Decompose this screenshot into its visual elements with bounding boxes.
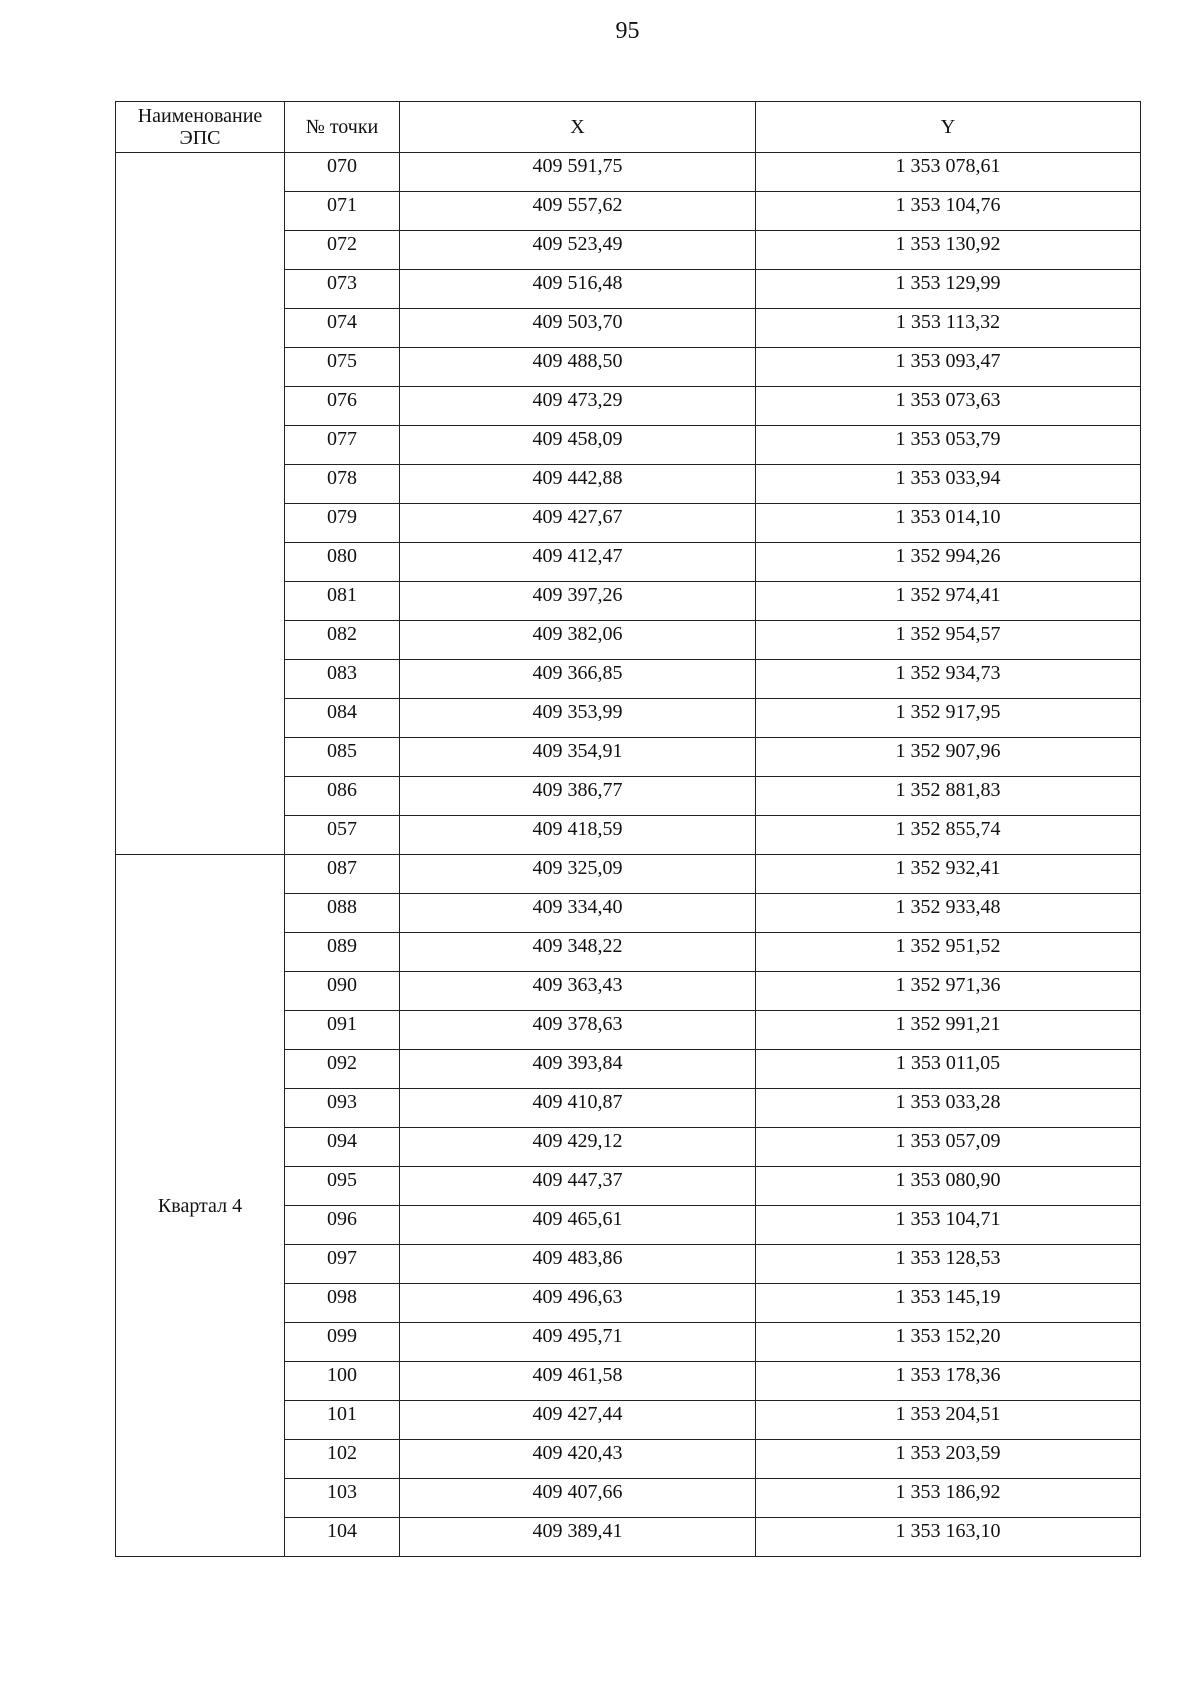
- x-coordinate-cell: 409 363,43: [400, 972, 756, 1011]
- x-coordinate-cell: 409 465,61: [400, 1206, 756, 1245]
- point-number-cell: 076: [285, 387, 400, 426]
- point-number-cell: 096: [285, 1206, 400, 1245]
- point-number-cell: 100: [285, 1362, 400, 1401]
- x-coordinate-cell: 409 495,71: [400, 1323, 756, 1362]
- x-coordinate-cell: 409 410,87: [400, 1089, 756, 1128]
- y-coordinate-cell: 1 353 186,92: [756, 1479, 1141, 1518]
- point-number-cell: 077: [285, 426, 400, 465]
- point-number-cell: 101: [285, 1401, 400, 1440]
- x-coordinate-cell: 409 393,84: [400, 1050, 756, 1089]
- table-row: [116, 855, 1141, 894]
- point-number-cell: 084: [285, 699, 400, 738]
- y-coordinate-cell: 1 353 152,20: [756, 1323, 1141, 1362]
- point-number-cell: 092: [285, 1050, 400, 1089]
- x-coordinate-cell: 409 420,43: [400, 1440, 756, 1479]
- x-coordinate-cell: 409 407,66: [400, 1479, 756, 1518]
- x-coordinate-cell: 409 427,44: [400, 1401, 756, 1440]
- point-number-cell: 083: [285, 660, 400, 699]
- x-coordinate-cell: 409 473,29: [400, 387, 756, 426]
- x-coordinate-cell: 409 366,85: [400, 660, 756, 699]
- y-coordinate-cell: 1 352 933,48: [756, 894, 1141, 933]
- point-number-cell: 079: [285, 504, 400, 543]
- y-coordinate-cell: 1 352 907,96: [756, 738, 1141, 777]
- point-number-cell: 080: [285, 543, 400, 582]
- point-number-cell: 074: [285, 309, 400, 348]
- x-coordinate-cell: 409 503,70: [400, 309, 756, 348]
- x-coordinate-cell: 409 378,63: [400, 1011, 756, 1050]
- x-coordinate-cell: 409 488,50: [400, 348, 756, 387]
- x-coordinate-cell: 409 389,41: [400, 1518, 756, 1557]
- eps-name-cell: [116, 153, 285, 855]
- y-coordinate-cell: 1 353 011,05: [756, 1050, 1141, 1089]
- point-number-cell: 072: [285, 231, 400, 270]
- y-coordinate-cell: 1 353 204,51: [756, 1401, 1141, 1440]
- x-coordinate-cell: 409 348,22: [400, 933, 756, 972]
- y-coordinate-cell: 1 353 033,28: [756, 1089, 1141, 1128]
- x-coordinate-cell: 409 483,86: [400, 1245, 756, 1284]
- y-coordinate-cell: 1 352 971,36: [756, 972, 1141, 1011]
- point-number-cell: 089: [285, 933, 400, 972]
- table-body: [116, 153, 1141, 1557]
- x-coordinate-cell: 409 412,47: [400, 543, 756, 582]
- y-coordinate-cell: 1 352 881,83: [756, 777, 1141, 816]
- point-number-cell: 103: [285, 1479, 400, 1518]
- y-coordinate-cell: 1 352 951,52: [756, 933, 1141, 972]
- x-coordinate-cell: 409 442,88: [400, 465, 756, 504]
- point-number-cell: 095: [285, 1167, 400, 1206]
- table-header-row: [116, 102, 1141, 153]
- y-coordinate-cell: 1 353 104,76: [756, 192, 1141, 231]
- y-coordinate-cell: 1 352 855,74: [756, 816, 1141, 855]
- y-coordinate-cell: 1 353 128,53: [756, 1245, 1141, 1284]
- y-coordinate-cell: 1 352 932,41: [756, 855, 1141, 894]
- y-coordinate-cell: 1 352 974,41: [756, 582, 1141, 621]
- point-number-cell: 071: [285, 192, 400, 231]
- y-coordinate-cell: 1 353 104,71: [756, 1206, 1141, 1245]
- y-coordinate-cell: 1 352 954,57: [756, 621, 1141, 660]
- point-number-cell: 081: [285, 582, 400, 621]
- point-number-cell: 070: [285, 153, 400, 192]
- x-coordinate-cell: 409 557,62: [400, 192, 756, 231]
- x-coordinate-cell: 409 386,77: [400, 777, 756, 816]
- point-number-cell: 088: [285, 894, 400, 933]
- x-coordinate-cell: 409 427,67: [400, 504, 756, 543]
- y-coordinate-cell: 1 353 093,47: [756, 348, 1141, 387]
- y-coordinate-cell: 1 353 163,10: [756, 1518, 1141, 1557]
- y-coordinate-cell: 1 353 014,10: [756, 504, 1141, 543]
- eps-name-cell: Квартал 4: [116, 855, 285, 1557]
- point-number-cell: 098: [285, 1284, 400, 1323]
- x-coordinate-cell: 409 591,75: [400, 153, 756, 192]
- x-coordinate-cell: 409 353,99: [400, 699, 756, 738]
- point-number-cell: 094: [285, 1128, 400, 1167]
- x-coordinate-cell: 409 447,37: [400, 1167, 756, 1206]
- y-coordinate-cell: 1 353 203,59: [756, 1440, 1141, 1479]
- x-coordinate-cell: 409 354,91: [400, 738, 756, 777]
- x-coordinate-cell: 409 516,48: [400, 270, 756, 309]
- point-number-cell: 057: [285, 816, 400, 855]
- point-number-cell: 075: [285, 348, 400, 387]
- point-number-cell: 078: [285, 465, 400, 504]
- y-coordinate-cell: 1 353 113,32: [756, 309, 1141, 348]
- x-coordinate-cell: 409 325,09: [400, 855, 756, 894]
- page-number: 95: [615, 18, 640, 44]
- y-coordinate-cell: 1 353 057,09: [756, 1128, 1141, 1167]
- x-coordinate-cell: 409 523,49: [400, 231, 756, 270]
- y-coordinate-cell: 1 353 073,63: [756, 387, 1141, 426]
- y-coordinate-cell: 1 352 991,21: [756, 1011, 1141, 1050]
- y-coordinate-cell: 1 353 129,99: [756, 270, 1141, 309]
- point-number-cell: 093: [285, 1089, 400, 1128]
- x-coordinate-cell: 409 334,40: [400, 894, 756, 933]
- y-coordinate-cell: 1 353 053,79: [756, 426, 1141, 465]
- point-number-cell: 091: [285, 1011, 400, 1050]
- x-coordinate-cell: 409 458,09: [400, 426, 756, 465]
- x-coordinate-cell: 409 397,26: [400, 582, 756, 621]
- point-number-cell: 097: [285, 1245, 400, 1284]
- point-number-cell: 104: [285, 1518, 400, 1557]
- point-number-cell: 090: [285, 972, 400, 1011]
- header-eps-name: Наименование ЭПС: [116, 102, 285, 153]
- point-number-cell: 086: [285, 777, 400, 816]
- x-coordinate-cell: 409 461,58: [400, 1362, 756, 1401]
- point-number-cell: 087: [285, 855, 400, 894]
- table-row: [116, 153, 1141, 192]
- point-number-cell: 099: [285, 1323, 400, 1362]
- header-y: Y: [756, 102, 1141, 153]
- x-coordinate-cell: 409 418,59: [400, 816, 756, 855]
- y-coordinate-cell: 1 353 078,61: [756, 153, 1141, 192]
- point-number-cell: 082: [285, 621, 400, 660]
- x-coordinate-cell: 409 496,63: [400, 1284, 756, 1323]
- y-coordinate-cell: 1 352 917,95: [756, 699, 1141, 738]
- y-coordinate-cell: 1 353 178,36: [756, 1362, 1141, 1401]
- x-coordinate-cell: 409 429,12: [400, 1128, 756, 1167]
- y-coordinate-cell: 1 353 145,19: [756, 1284, 1141, 1323]
- point-number-cell: 102: [285, 1440, 400, 1479]
- coordinates-table: [115, 101, 1141, 1557]
- point-number-cell: 085: [285, 738, 400, 777]
- y-coordinate-cell: 1 352 934,73: [756, 660, 1141, 699]
- y-coordinate-cell: 1 353 130,92: [756, 231, 1141, 270]
- x-coordinate-cell: 409 382,06: [400, 621, 756, 660]
- y-coordinate-cell: 1 353 080,90: [756, 1167, 1141, 1206]
- y-coordinate-cell: 1 352 994,26: [756, 543, 1141, 582]
- header-point-number: № точки: [285, 102, 400, 153]
- header-x: X: [400, 102, 756, 153]
- point-number-cell: 073: [285, 270, 400, 309]
- y-coordinate-cell: 1 353 033,94: [756, 465, 1141, 504]
